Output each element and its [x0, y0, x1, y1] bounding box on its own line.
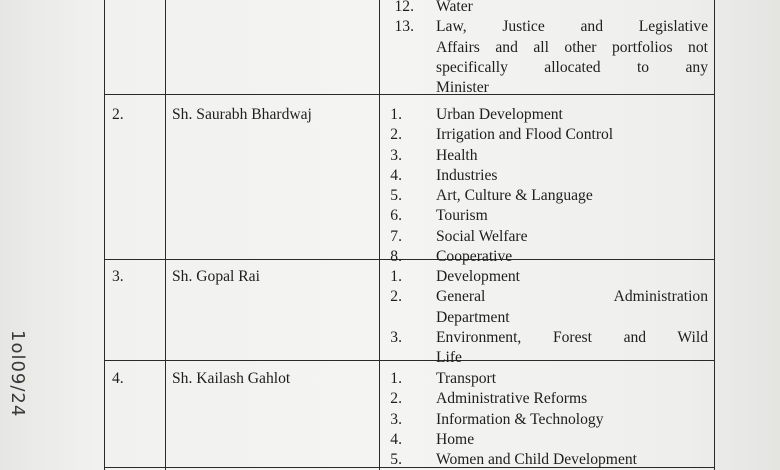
portfolio-number: 2.	[390, 126, 402, 144]
serial-number: 4.	[112, 370, 124, 387]
portfolio-text-line: Administrative Reforms	[436, 390, 588, 408]
table-border-right	[714, 0, 715, 470]
portfolio-text-line: Affairs and all other portfolios not	[436, 38, 708, 56]
portfolio-number: 12.	[394, 0, 414, 15]
minister-name: Sh. Kailash Gahlot	[172, 370, 291, 387]
portfolio-text-line: Art, Culture & Language	[436, 187, 593, 204]
portfolio-text-line: specifically allocated to any	[436, 58, 708, 76]
portfolio-text-line: Health	[436, 146, 478, 164]
portfolio-text-line: Industries	[436, 166, 498, 184]
serial-number: 2.	[112, 106, 124, 123]
portfolio-text-line: Home	[436, 430, 475, 448]
portfolio-number: 5.	[390, 451, 402, 468]
table-column-divider-1	[165, 0, 166, 470]
portfolio-text-line: Development	[436, 268, 521, 285]
portfolio-text-line: Information & Technology	[436, 410, 604, 428]
portfolio-number: 4.	[390, 430, 402, 448]
table-row-divider	[104, 360, 715, 361]
portfolio-text-line: Water	[436, 0, 473, 15]
serial-number: 3.	[112, 268, 124, 285]
portfolio-number: 2.	[390, 390, 402, 408]
portfolio-number: 7.	[390, 227, 402, 245]
portfolio-text-line: Tourism	[436, 207, 488, 225]
table-border-left	[104, 0, 105, 470]
portfolio-number: 6.	[390, 207, 402, 225]
portfolio-number: 3.	[390, 410, 402, 428]
portfolio-number: 4.	[390, 166, 402, 184]
portfolio-text-line: Social Welfare	[436, 227, 528, 245]
portfolio-number: 8.	[390, 247, 402, 265]
table-row-divider	[104, 94, 715, 95]
portfolio-text-line: Transport	[436, 370, 497, 387]
table-row-divider	[104, 259, 715, 260]
portfolio-text-line: Irrigation and Flood Control	[436, 126, 614, 144]
portfolio-number: 13.	[394, 18, 414, 36]
portfolio-text-line: Cooperative	[436, 247, 513, 265]
portfolio-number: 1.	[390, 106, 402, 123]
portfolio-number: 1.	[390, 370, 402, 387]
portfolio-text-line: Minister	[436, 79, 489, 96]
minister-name: Sh. Saurabh Bhardwaj	[172, 106, 312, 123]
portfolio-text-line: General Administration	[436, 288, 708, 306]
portfolio-text-line: Urban Development	[436, 106, 563, 123]
portfolio-number: 1.	[390, 268, 402, 285]
portfolio-text-line: Department	[436, 308, 510, 326]
portfolio-number: 3.	[390, 328, 402, 346]
minister-name: Sh. Gopal Rai	[172, 268, 260, 285]
handwritten-margin-note: 1ol09/24	[7, 330, 28, 418]
portfolio-text-line: Women and Child Development	[436, 451, 637, 468]
portfolio-text-line: Life	[436, 349, 462, 366]
portfolio-text-line: Law, Justice and Legislative	[436, 18, 708, 36]
portfolio-number: 2.	[390, 288, 402, 306]
portfolio-number: 3.	[390, 146, 402, 164]
portfolio-number: 5.	[390, 187, 402, 204]
portfolio-text-line: Environment, Forest and Wild	[436, 328, 708, 346]
